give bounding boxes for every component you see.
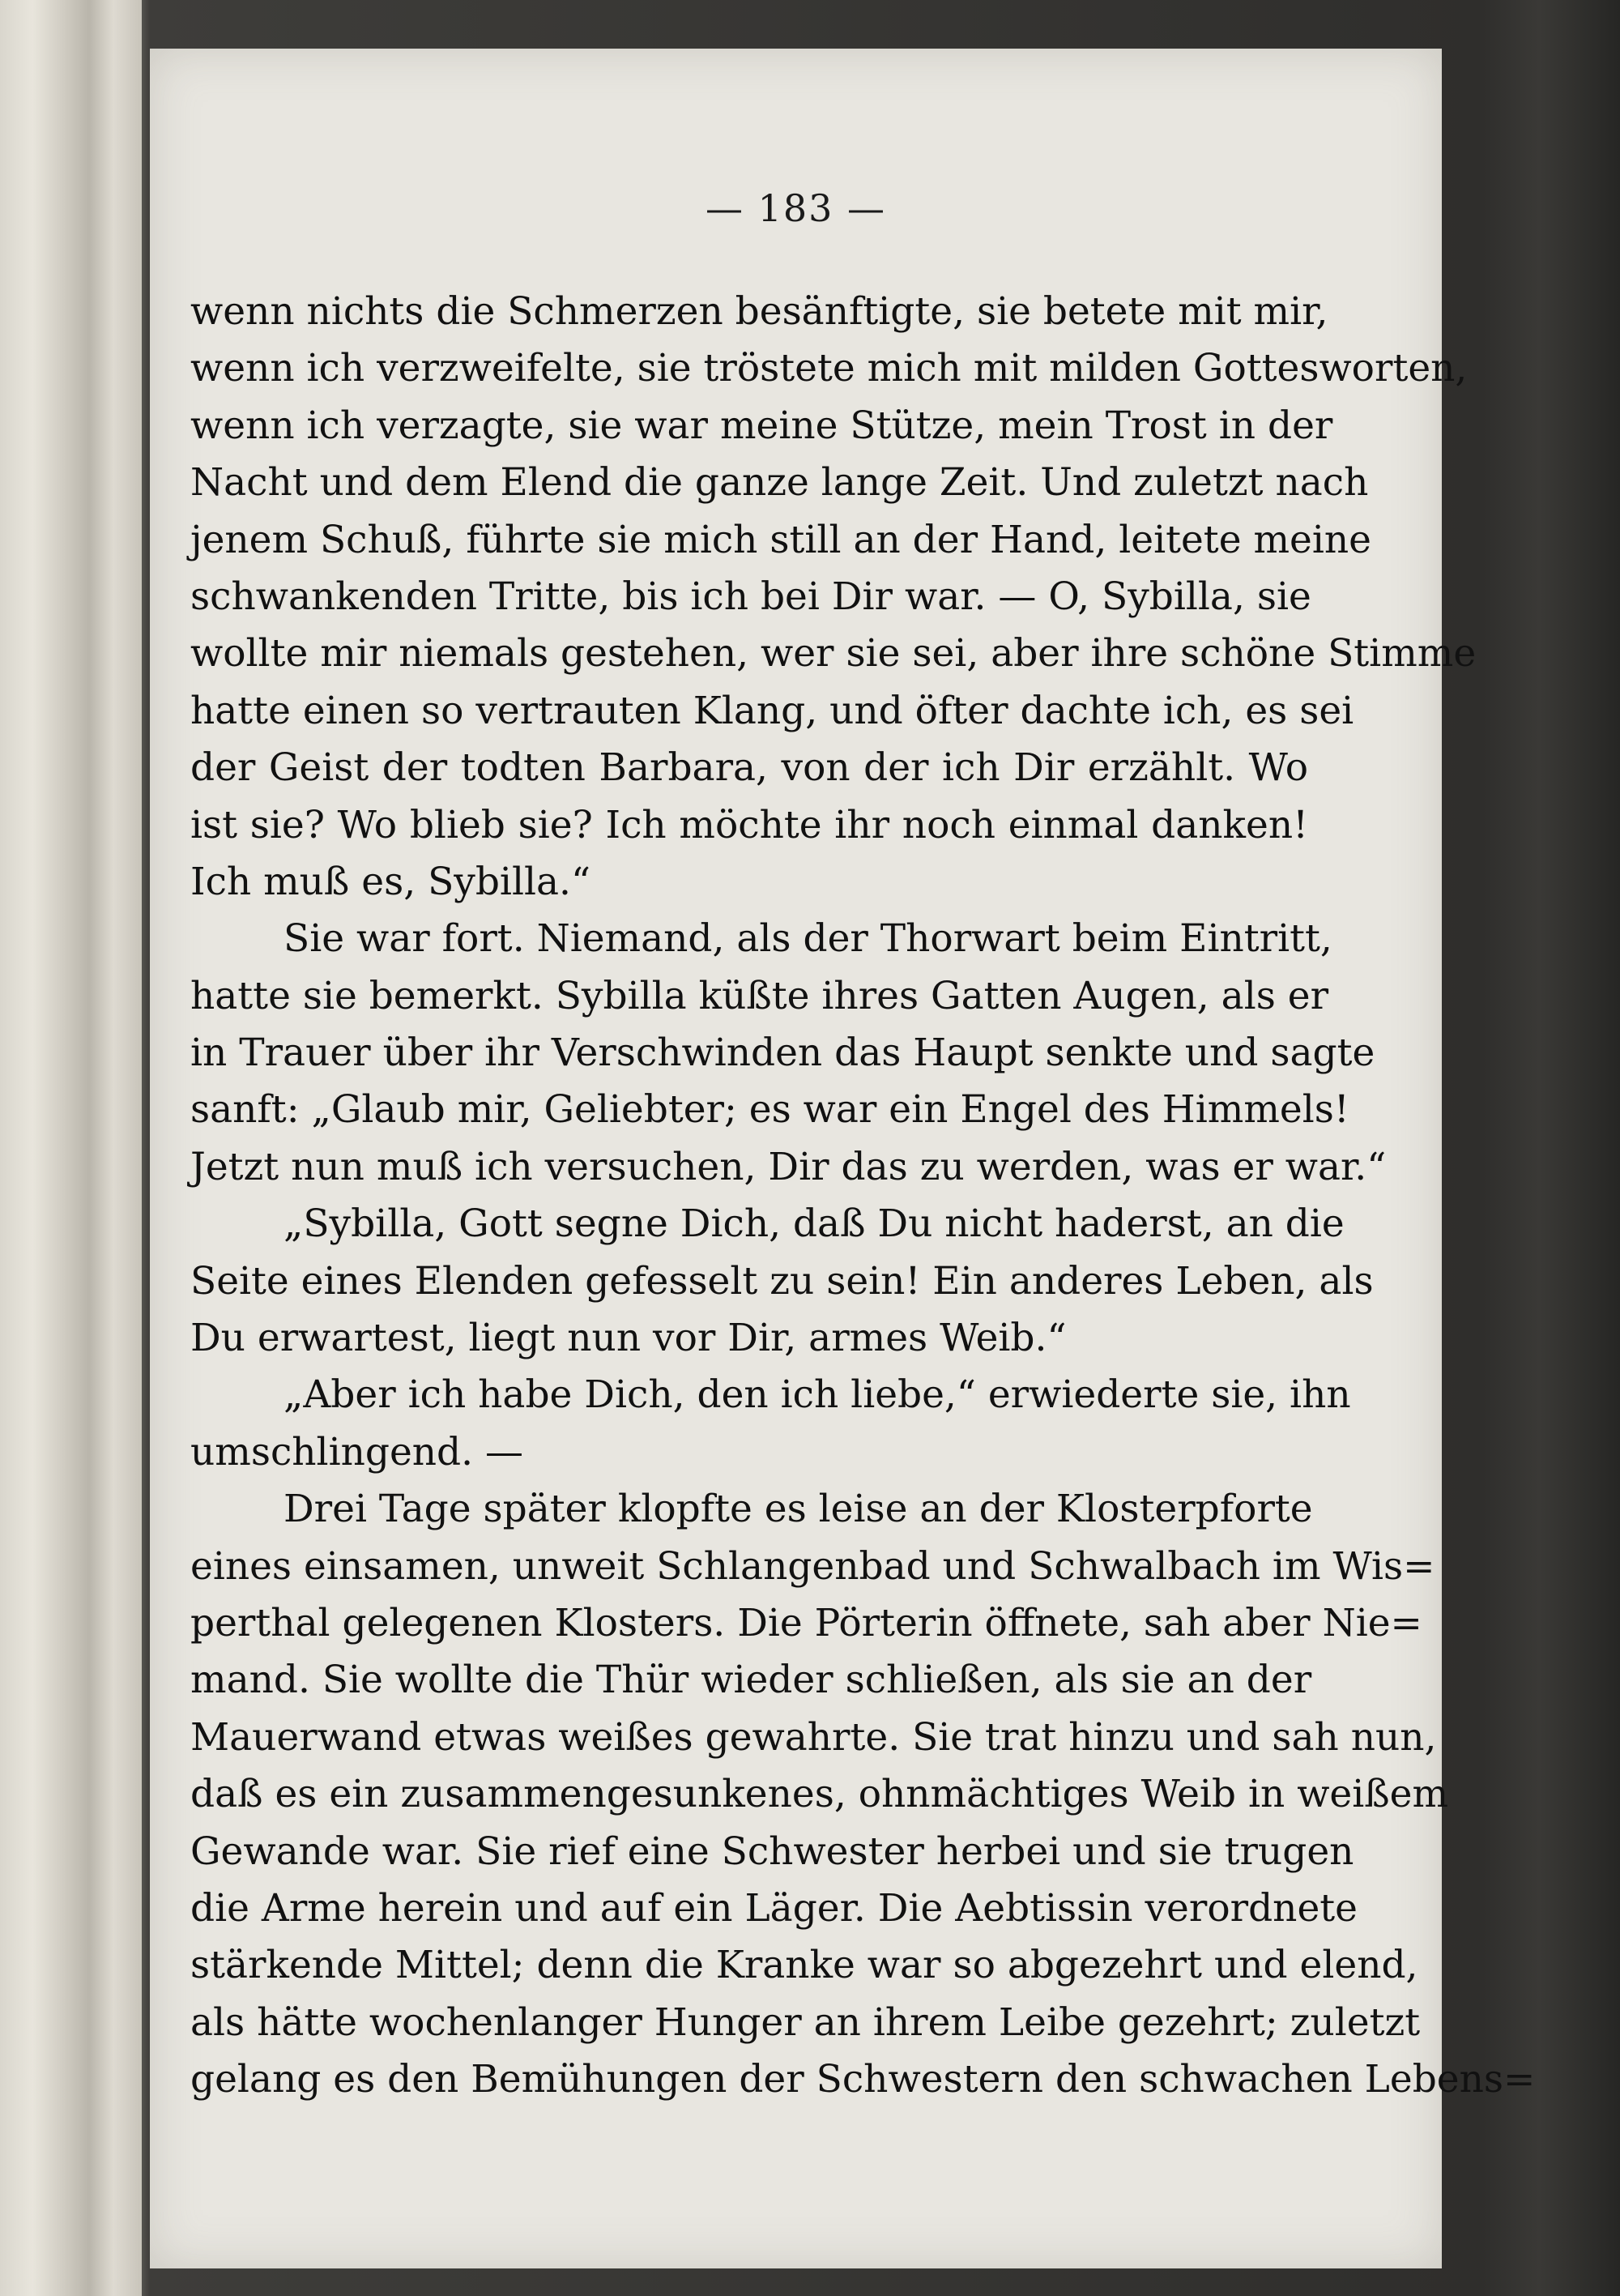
book-page bbox=[150, 49, 1536, 2268]
text-line: wenn ich verzweifelte, sie tröstete mich mit milden Gottesworten, bbox=[190, 346, 1468, 391]
text-line: stärkende Mittel; denn die Kranke war so abgezehrt und elend, bbox=[190, 1943, 1418, 1988]
text-line: wollte mir niemals gestehen, wer sie sei, aber ihre schöne Stimme bbox=[190, 631, 1477, 676]
page-number: — 183 — bbox=[705, 186, 887, 230]
text-line: Gewande war. Sie rief eine Schwester herbei und sie trugen bbox=[190, 1829, 1354, 1874]
text-line: „Aber ich habe Dich, den ich liebe,“ erwiederte sie, ihn bbox=[284, 1372, 1351, 1418]
book-binding-edge bbox=[0, 0, 142, 2296]
text-line: „Sybilla, Gott segne Dich, daß Du nicht haderst, an die bbox=[284, 1201, 1345, 1247]
text-line: Seite eines Elenden gefesselt zu sein! Ein anderes Leben, als bbox=[190, 1258, 1374, 1304]
text-line: Ich muß es, Sybilla.“ bbox=[190, 859, 591, 904]
body-text bbox=[190, 284, 1536, 2109]
text-line: wenn ich verzagte, sie war meine Stütze, mein Trost in der bbox=[190, 403, 1333, 448]
text-line: in Trauer über ihr Verschwinden das Haupt senkte und sagte bbox=[190, 1031, 1375, 1076]
text-line: gelang es den Bemühungen der Schwestern den schwachen Lebens= bbox=[190, 2057, 1536, 2102]
text-line: Mauerwand etwas weißes gewahrte. Sie trat hinzu und sah nun, bbox=[190, 1714, 1437, 1760]
text-line: die Arme herein und auf ein Läger. Die Aebtissin verordnete bbox=[190, 1885, 1358, 1931]
text-line: der Geist der todten Barbara, von der ich Dir erzählt. Wo bbox=[190, 745, 1308, 791]
text-line: umschlingend. — bbox=[190, 1429, 524, 1474]
text-line: wenn nichts die Schmerzen besänftigte, sie betete mit mir, bbox=[190, 289, 1328, 334]
text-line: als hätte wochenlanger Hunger an ihrem Leibe gezehrt; zuletzt bbox=[190, 1999, 1421, 2045]
text-line: Jetzt nun muß ich versuchen, Dir das zu werden, was er war.“ bbox=[190, 1144, 1387, 1189]
text-line: daß es ein zusammengesunkenes, ohnmächtiges Weib in weißem bbox=[190, 1772, 1449, 1817]
text-line: eines einsamen, unweit Schlangenbad und Schwalbach im Wis= bbox=[190, 1543, 1435, 1589]
text-line: perthal gelegenen Klosters. Die Pörterin öffnete, sah aber Nie= bbox=[190, 1600, 1422, 1645]
text-line: jenem Schuß, führte sie mich still an der Hand, leitete meine bbox=[190, 517, 1371, 562]
text-line: sanft: „Glaub mir, Geliebter; es war ein Engel des Himmels! bbox=[190, 1087, 1349, 1133]
text-line: mand. Sie wollte die Thür wieder schließen, als sie an der bbox=[190, 1658, 1312, 1703]
text-line: Nacht und dem Elend die ganze lange Zeit. Und zuletzt nach bbox=[190, 460, 1369, 506]
text-line: Drei Tage später klopfte es leise an der Klosterpforte bbox=[284, 1487, 1313, 1532]
text-line: Sie war fort. Niemand, als der Thorwart beim Eintritt, bbox=[284, 916, 1332, 962]
text-line: Du erwartest, liegt nun vor Dir, armes Weib.“ bbox=[190, 1316, 1067, 1361]
text-line: hatte sie bemerkt. Sybilla küßte ihres Gatten Augen, als er bbox=[190, 973, 1329, 1018]
text-line: schwankenden Tritte, bis ich bei Dir war. — O, Sybilla, sie bbox=[190, 574, 1311, 619]
text-line: ist sie? Wo blieb sie? Ich möchte ihr noch einmal danken! bbox=[190, 802, 1308, 847]
text-line: hatte einen so vertrauten Klang, und öfter dachte ich, es sei bbox=[190, 688, 1354, 733]
